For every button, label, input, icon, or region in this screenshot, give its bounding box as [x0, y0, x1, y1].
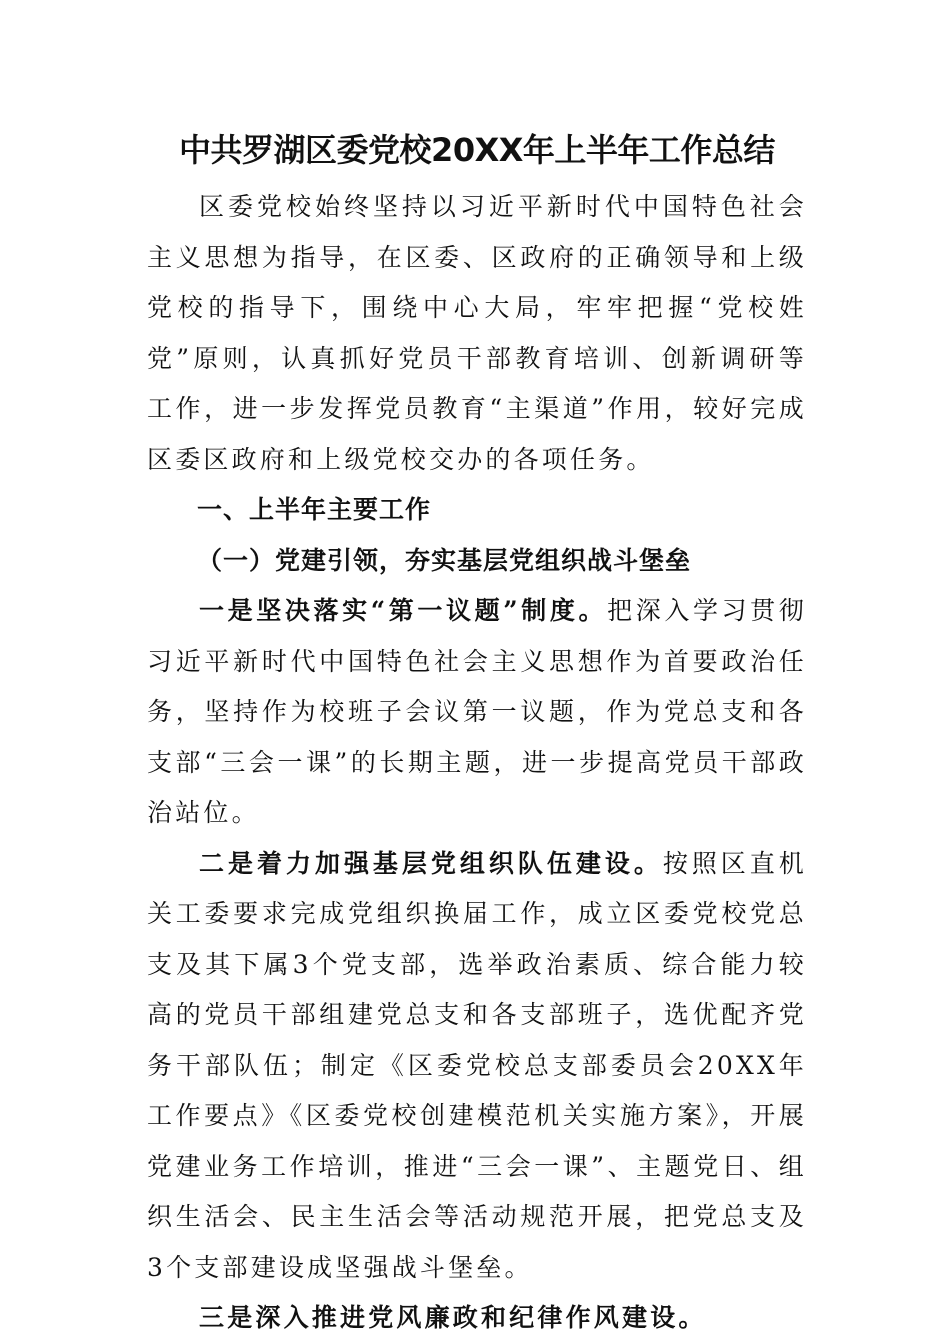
item-3-lead: 三是深入推进党风廉政和纪律作风建设。 — [199, 1303, 707, 1332]
item-1-paragraph — [147, 586, 807, 839]
section-heading-1: 一、上半年主要工作 — [197, 495, 432, 524]
item-3-paragraph — [147, 1293, 807, 1344]
intro-paragraph: 区委党校始终坚持以习近平新时代中国特色社会主义思想为指导，在区委、区政府的正确领导和上级党校的指导下，围绕中心大局，牢牢把握“党校姓党”原则，认真抓好党员干部教育培训、创新调研等工作，进一步发挥党员教育“主渠道”作用，较好完成区委区政府和上级党校交办的各项任务。 — [147, 192, 807, 474]
item-2-lead: 二是着力加强基层党组织队伍建设。 — [199, 848, 663, 878]
document-title: 中共罗湖区委党校20XX年上半年工作总结 — [179, 131, 775, 169]
item-2-body: 按照区直机关工委要求完成党组织换届工作，成立区委党校党总支及其下属3个党支部，选举政治素质、综合能力较高的党员干部组建党总支和各支部班子，选优配齐党务干部队伍；制定《区委党校总支部委员会20XX年工作要点》《区委党校创建模范机关实施方案》，开展党建业务工作培训，推进“三会一课”、主题党日、组织生活会、民主生活会等活动规范开展，把党总支及3个支部建设成坚强战斗堡垒。 — [147, 848, 807, 1282]
item-1-lead: 一是坚决落实“第一议题”制度。 — [199, 596, 608, 625]
subsection-heading-1: （一）党建引领，夯实基层党组织战斗堡垒 — [197, 545, 692, 575]
item-1-body: 把深入学习贯彻习近平新时代中国特色社会主义思想作为首要政治任务，坚持作为校班子会议第一议题，作为党总支和各支部“三会一课”的长期主题，进一步提高党员干部政治站位。 — [147, 596, 808, 827]
document-page — [147, 126, 807, 1344]
item-2-paragraph — [147, 839, 807, 1294]
